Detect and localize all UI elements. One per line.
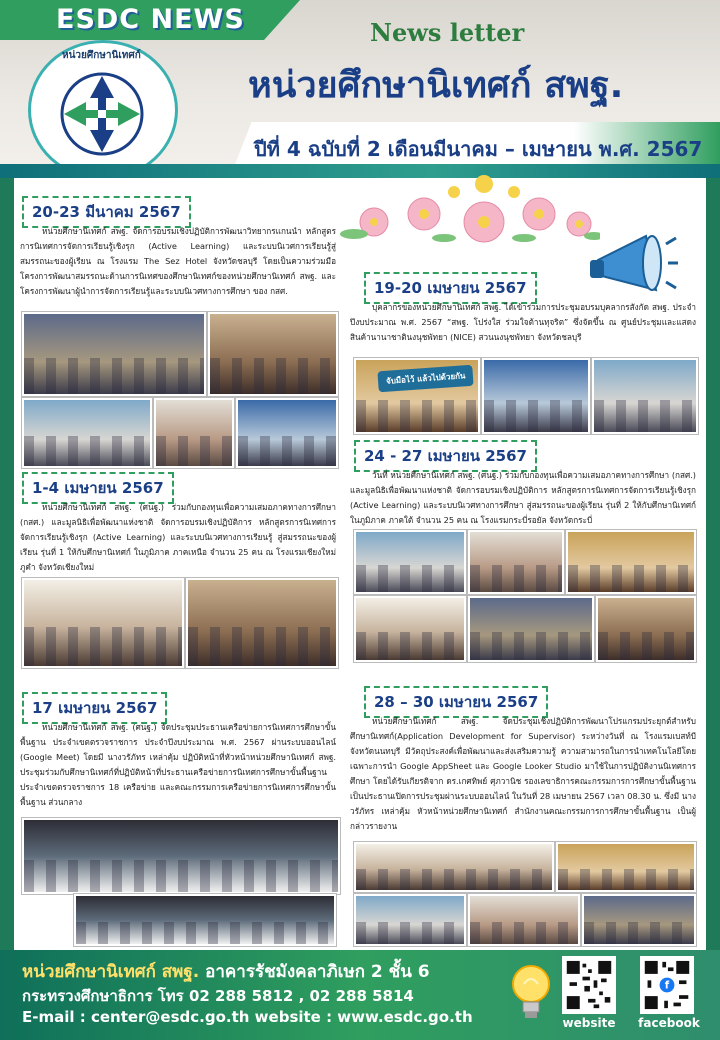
section-date: 24 - 27 เมษายน 2567	[354, 440, 537, 472]
event-photo	[354, 842, 554, 892]
svg-text:f: f	[664, 980, 670, 992]
event-photo	[556, 842, 696, 892]
website-qr-code-icon[interactable]	[562, 956, 616, 1014]
section-text: หน่วยศึกษานิเทศก์ สพฐ. (ศนฐ.) จัดประชุมประธานเครือข่ายการนิเทศการศึกษาขั้นพื้นฐาน ประจำเขตตรวจราชการ ประจำปีงบประมาณ พ.ศ. 2567 ผ่านระบบออนไลน์ (Google Meet) โดยมี นางวรัภัทร เหล่าคุ้ม ปฏิบัติหน้าที่หัวหน้าหน่วยศึกษานิเทศก์ สพฐ. ประชุมร่วมกับศึกษานิเทศก์ที่ปฏิบัติหน้าที่ประธานเครือข่ายการนิเทศการศึกษาขั้นพื้นฐาน ประจำเขตตรวจราชการ 18 เครือข่าย และคณะกรรมการเครือข่ายการนิเทศการศึกษาขั้นพื้นฐาน ส่วนกลาง	[20, 722, 336, 807]
content-area	[14, 178, 706, 950]
logo-arc-text: หน่วยศึกษานิเทศก์	[62, 50, 141, 61]
event-photo	[468, 894, 580, 946]
event-photo	[582, 894, 696, 946]
footer-phone: กระทรวงศึกษาธิการ โทร 02 288 5812 , 02 288 5814	[22, 987, 414, 1005]
section-text: หน่วยศึกษานิเทศก์ สพฐ. จัดประชุมเชิงปฏิบัติการพัฒนาโปรแกรมประยุกต์สำหรับศึกษานิเทศก์(Application Development for Supervisor) ระหว่างวันที่ ณ โรงแรมเบสท์บี จังหวัดนนทบุรี มีวัตถุประสงค์เพื่อพัฒนาและส่งเสริมความรู้ ความสามารถในการนำเทคโนโลยีโดยเฉพาะการนำ Google AppSheet และ Google Looker Studio มาใช้ในการปฏิบัติงานนิเทศการศึกษา โดยได้รับเกียรติจาก ดร.เกศทิพย์ ศุภวานิช รองเลขาธิการคณะกรรมการการศึกษาขั้นพื้นฐาน เป็นประธานเปิดการประชุมผ่านระบบออนไลน์ ในวันที่ 28 เมษายน 2567 เวลา 08.30 น. ซึ่งมี นางวรัภัทร เหล่าคุ้ม หัวหน้าหน่วยศึกษานิเทศก์ สำนักงานคณะกรรมการการศึกษาขั้นพื้นฐาน เป็นผู้กล่าวรายงาน	[350, 716, 696, 831]
event-photo	[22, 398, 152, 468]
left-border	[0, 178, 14, 950]
megaphone-icon	[586, 230, 678, 306]
online-meeting-screenshot	[22, 818, 340, 894]
event-photo	[208, 312, 338, 396]
facebook-qr-label: facebook	[638, 1016, 700, 1030]
section-text: หน่วยศึกษานิเทศก์ สพฐ. (ศนฐ.) ร่วมกับกองทุนเพื่อความเสมอภาคทางการศึกษา (กสศ.) และมูลนิธิเพื่อพัฒนาแห่งชาติ จัดการอบรมเชิงปฏิบัติการ หลักสูตรการนิเทศการจัดการเรียนรู้เชิงรุก (Active Learning) และระบบนิเวศทางการเรียนรู้ สู่สมรรถนะของผู้เรียน รุ่นที่ 1 ให้กับศึกษานิเทศก์ ในภูมิภาค ภาคเหนือ จำนวน 25 คน ณ โรงแรมเชียงใหม่ภูคำ จังหวัดเชียงใหม่	[20, 502, 336, 572]
event-photo	[354, 894, 466, 946]
online-meeting-screenshot	[74, 894, 336, 946]
header	[0, 0, 720, 180]
flower-decoration-icon	[334, 172, 600, 252]
right-border	[706, 178, 720, 950]
event-photo	[596, 596, 696, 662]
section-date: 1-4 เมษายน 2567	[22, 472, 174, 504]
event-photo	[566, 530, 696, 594]
section-date: 20-23 มีนาคม 2567	[22, 196, 191, 228]
section-text: วันที่ หน่วยศึกษานิเทศก์ สพฐ. (ศนฐ.) ร่วมกับกองทุนเพื่อความเสมอภาคทางการศึกษา (กสศ.) และมูลนิธิเพื่อพัฒนาแห่งชาติ จัดการอบรมเชิงปฏิบัติการ หลักสูตรการนิเทศการจัดการเรียนรู้เชิงรุก (Active Learning) และระบบนิเวศทางการศึกษา สู่สมรรถนะของผู้เรียน รุ่นที่ 2 ให้กับศึกษานิเทศก์ ในภูมิภาค ภาคใต้ จำนวน 25 คน ณ โรงแรมกระบี่รอยัล จังหวัดกระบี่	[350, 470, 696, 525]
website-qr-label: website	[562, 1016, 616, 1030]
event-photo	[22, 578, 184, 668]
section-date: 17 เมษายน 2567	[22, 692, 167, 724]
event-photo	[186, 578, 338, 668]
event-photo	[154, 398, 234, 468]
compass-arrows-logo-icon	[56, 68, 148, 160]
event-photo	[354, 358, 480, 434]
section-text: หน่วยศึกษานิเทศก์ สพฐ. จัดการอบรมเชิงปฏิบัติการพัฒนาวิทยากรแกนนำ หลักสูตรการนิเทศการจัดการเรียนรู้เชิงรุก (Active Learning) และระบบนิเวศการเรียนรู้สู่สมรรถนะของผู้เรียน ณ โรงแรม The Sez Hotel จังหวัดชลบุรี โดยเป็นความร่วมมือโครงการพัฒนาสมรรถนะด้านการนิเทศของศึกษานิเทศก์ของหน่วยศึกษานิเทศก์ สพฐ. และโครงการพัฒนาผู้นำการจัดการเรียนรู้และระบบนิเวศทางการศึกษา ของ กสศ.	[20, 226, 336, 296]
section-date: 19-20 เมษายน 2567	[364, 272, 537, 304]
section-date: 28 – 30 เมษายน 2567	[364, 686, 548, 718]
footer-unit-name: หน่วยศึกษานิเทศก์ สพฐ.	[22, 962, 200, 982]
issue-line: ปีที่ 4 ฉบับที่ 2 เดือนมีนาคม – เมษายน พ.ศ. 2567	[254, 137, 703, 161]
esdc-news-badge: ESDC NEWS	[56, 4, 245, 35]
event-banner: จับมือไว้ แล้วไปด้วยกัน	[377, 365, 474, 393]
newsletter-label: News letter	[370, 18, 525, 47]
event-photo	[468, 596, 594, 662]
event-photo	[482, 358, 590, 434]
event-photo	[354, 530, 466, 594]
event-photo	[236, 398, 338, 468]
section-text: บุคลากรของหน่วยศึกษานิเทศก์ สพฐ. ได้เข้าร่วมการประชุมอบรมบุคลากรสังกัด สพฐ. ประจำปีงบประมาณ พ.ศ. 2567 “สพฐ. โปร่งใส ร่วมใจต้านทุจริต” ซึ่งจัดขึ้น ณ ศูนย์ประชุมและแสดงสินค้านานาชาตินงนุชพัทยา (NICE) สวนนงนุชพัทยา จังหวัดชลบุรี	[350, 302, 696, 342]
event-photo	[354, 596, 466, 662]
footer-building: อาคารรัชมังคลาภิเษก 2 ชั้น 6	[199, 962, 430, 982]
facebook-qr-code-icon[interactable]	[640, 956, 694, 1014]
event-photo	[22, 312, 206, 396]
footer-contact[interactable]: E-mail : center@esdc.go.th website : www.esdc.go.th	[22, 1008, 473, 1026]
footer-address	[22, 958, 430, 985]
event-photo	[592, 358, 698, 434]
event-photo	[468, 530, 564, 594]
unit-title: หน่วยศึกษานิเทศก์ สพฐ.	[248, 65, 624, 106]
lightbulb-icon	[508, 962, 554, 1024]
